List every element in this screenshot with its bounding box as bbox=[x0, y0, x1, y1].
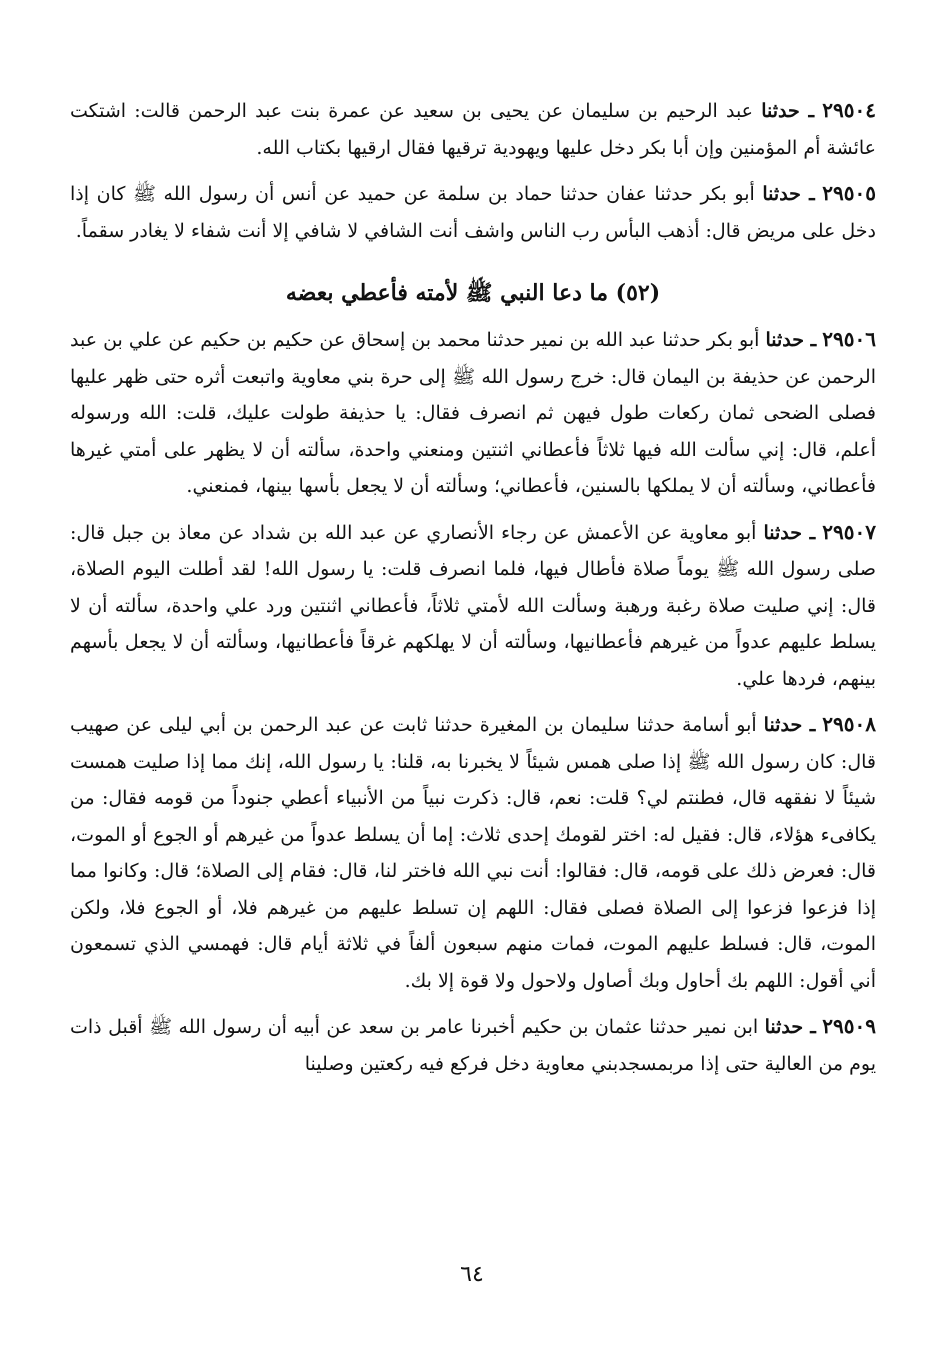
hadith-number: ٢٩٥٠٧ bbox=[822, 519, 877, 544]
hadith-29509 bbox=[70, 1008, 876, 1082]
section-title: (٥٢) ما دعا النبي ﷺ لأمته فأعطي بعضه bbox=[285, 280, 661, 306]
hadith-text: أبو بكر حدثنا عبد الله بن نمير حدثنا محمد بن إسحاق عن حكيم بن حكيم عن علي بن عبد الرحمن عن حذيفة بن اليمان قال: خرج رسول الله ﷺ إلى حرة بني معاوية واتبعت أثره حتى ظهر عليها فصلى الضحى ثمان ركعات طول فيهن ثم انصرف فقال: يا حذيفة طولت عليك، قلت: الله ورسوله أعلم، قال: إني سألت الله فيها ثلاثاً فأعطاني اثنتين ومنعني واحدة، سألته أن لا يظهر على أمتي غيرها فأعطاني، وسألته أن لا يملكها بالسنين، فأعطاني؛ وسألته أن لا يجعل بأسها بينها، فمنعني. bbox=[70, 329, 876, 497]
hadith-lead: ـ حدثنا bbox=[762, 183, 815, 205]
hadith-number: ٢٩٥٠٦ bbox=[822, 327, 877, 351]
hadith-number: ٢٩٥٠٩ bbox=[822, 1014, 876, 1038]
hadith-lead: ـ حدثنا bbox=[763, 521, 816, 544]
hadith-29506 bbox=[70, 321, 876, 505]
hadith-text: أبو بكر حدثنا عفان حدثنا حماد بن سلمة عن حميد عن أنس أن رسول الله ﷺ كان إذا دخل على مريض قال: أذهب البأس رب الناس واشف أنت الشافي لا شافي إلا أنت شفاء لا يغادر سقماً. bbox=[70, 183, 876, 242]
hadith-29504 bbox=[70, 92, 876, 166]
hadith-text: أبو معاوية عن الأعمش عن رجاء الأنصاري عن عبد الله بن شداد عن معاذ بن جبل قال: صلى رسول الله ﷺ يوماً صلاة فأطال فيها، فلما انصرف قلت: يا رسول الله! لقد أطلت اليوم الصلاة، قال: إني صليت صلاة رغبة ورهبة وسألت الله لأمتي ثلاثاً، فأعطاني اثنتين ورد علي واحدة، سألته أن لا يسلط عليهم عدواً من غيرهم فأعطانيها، وسألته أن لا يهلكهم غرقاً فأعطانيها، وسألته أن لا يجعل بأسهم بينهم، فردها علي. bbox=[70, 521, 876, 690]
hadith-text: أبو أسامة حدثنا سليمان بن المغيرة حدثنا ثابت عن عبد الرحمن بن أبي ليلى عن صهيب قال: كان رسول الله ﷺ إذا صلى همس شيئاً لا يخبرنا به، قلنا: يا رسول الله، إنك مما إذا صليت همست شيئاً لا نفقهه قال، فطنتم لي؟ قلت: نعم، قال: ذكرت نبياً من الأنبياء أعطي جنوداً من قومه فقال: من يكافىء هؤلاء، قال: فقيل له: اختر لقومك إحدى ثلاث: إما أن يسلط عدواً من غيرهم أو الجوع أو الموت، قال: فعرض ذلك على قومه، قال: فقالوا: أنت نبي الله فاختر لنا، قال: فقام إلى الصلاة؛ قال: وكانوا مما إذا فزعوا فزعوا إلى الصلاة فصلى فقال: اللهم إن تسلط عليهم من غيرهم فلا، أو الجوع فلا، ولكن الموت، قال: فسلط عليهم الموت، فمات منهم سبعون ألفاً في ثلاثة أيام قال: فهمسي الذي تسمعون أني أقول: اللهم بك أحاول وبك أصاول ولاحول ولا قوة إلا بك. bbox=[70, 714, 876, 992]
hadith-29505 bbox=[70, 175, 876, 249]
hadith-text: عبد الرحيم بن سليمان عن يحيى بن سعيد عن عمرة بنت عبد الرحمن قالت: اشتكت عائشة أم المؤمنين وإن أبا بكر دخل عليها ويهودية ترقيها فقال ارقيها بكتاب الله. bbox=[70, 100, 876, 159]
page-body bbox=[70, 92, 876, 1091]
hadith-29507 bbox=[70, 514, 876, 698]
hadith-number: ٢٩٥٠٨ bbox=[822, 712, 877, 736]
hadith-text: ابن نمير حدثنا عثمان بن حكيم أخبرنا عامر بن سعد عن أبيه أن رسول الله ﷺ أقبل ذات يوم من العالية حتى إذا مربمسجدبني معاوية دخل فركع فيه ركعتين وصلينا bbox=[70, 1016, 876, 1075]
hadith-lead: ـ حدثنا bbox=[764, 1016, 816, 1038]
hadith-number: ٢٩٥٠٥ bbox=[822, 181, 876, 205]
hadith-29508 bbox=[70, 706, 876, 999]
hadith-number: ٢٩٥٠٤ bbox=[822, 98, 876, 122]
page-number: ٦٤ bbox=[460, 1262, 484, 1287]
hadith-lead: ـ حدثنا bbox=[765, 329, 817, 351]
hadith-lead: ـ حدثنا bbox=[763, 714, 816, 736]
hadith-lead: ـ حدثنا bbox=[761, 100, 815, 122]
